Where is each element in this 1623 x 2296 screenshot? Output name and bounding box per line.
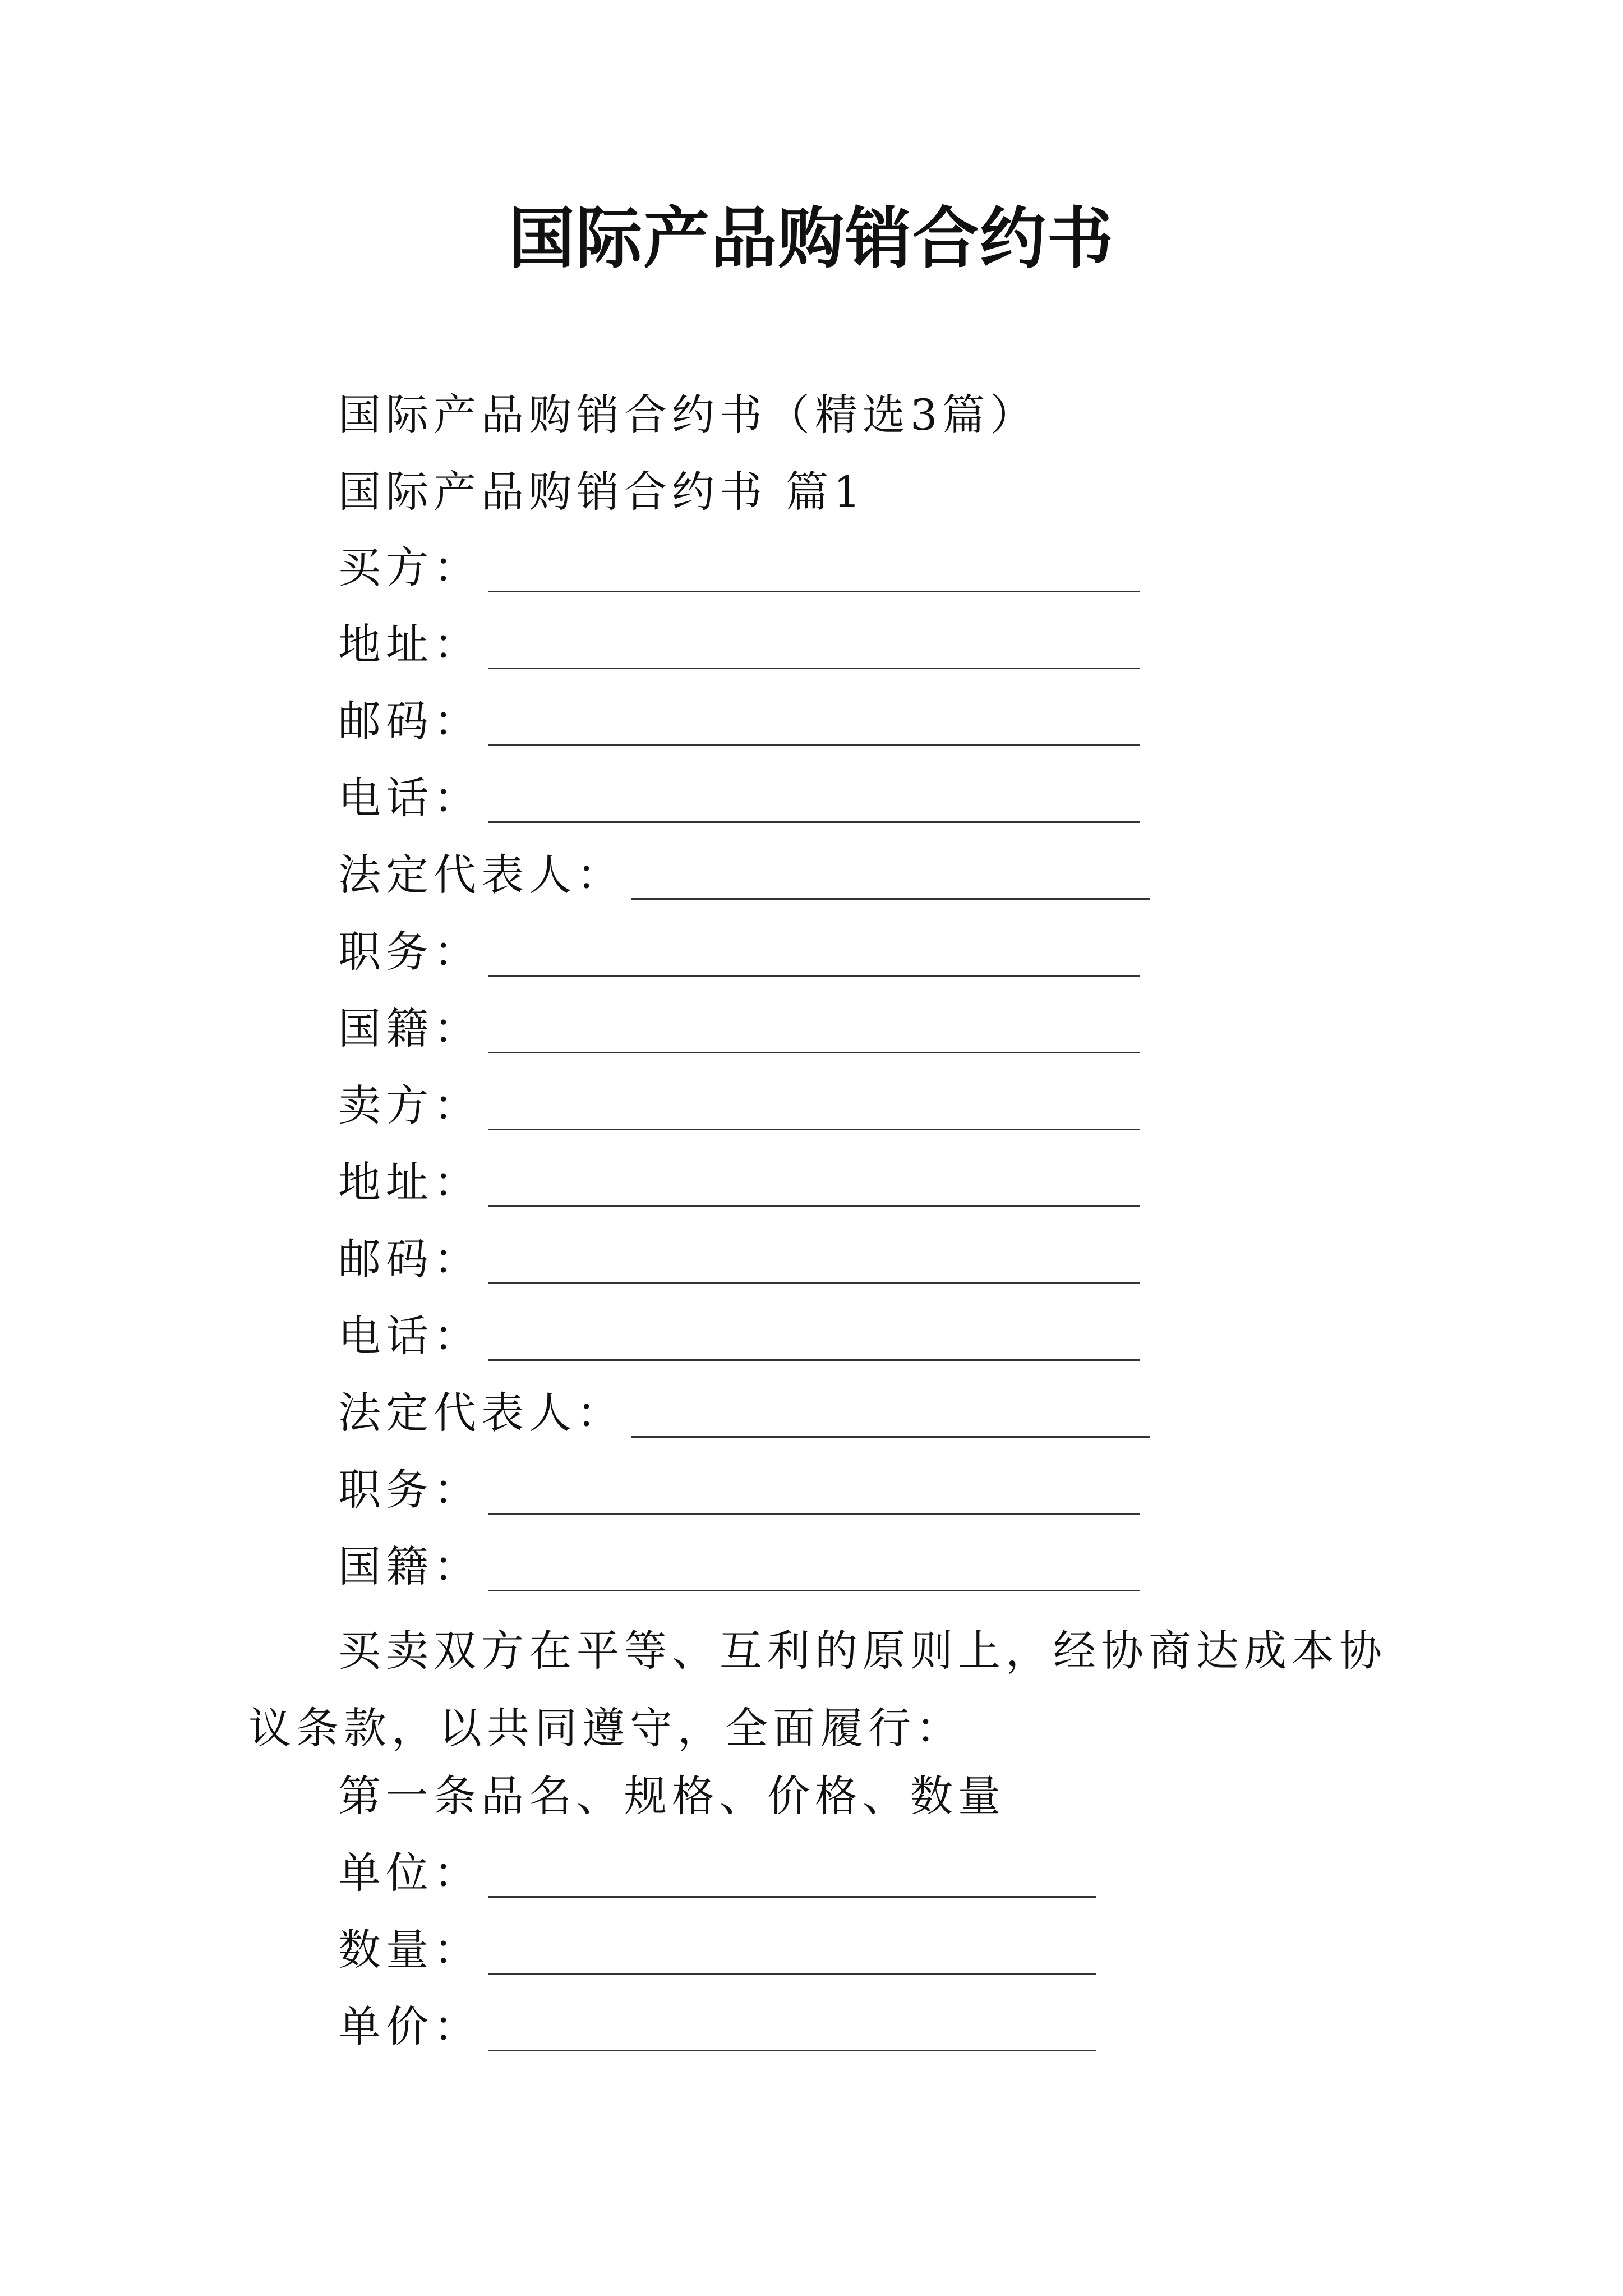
buyer-nationality-field[interactable] [338,1001,1140,1057]
seller-field[interactable] [338,1078,1140,1134]
seller-postcode-field[interactable] [338,1231,1140,1287]
buyer-address-blank[interactable] [488,624,1140,669]
quantity-label: 数量： [338,1925,481,1975]
buyer-legal-rep-label: 法定代表人： [338,850,624,900]
seller-position-field[interactable] [338,1462,1140,1518]
buyer-position-field[interactable] [338,924,1140,980]
seller-position-blank[interactable] [488,1469,1140,1515]
buyer-phone-label: 电话： [338,773,481,823]
buyer-address-label: 地址： [338,619,481,669]
seller-address-field[interactable] [338,1154,1140,1211]
buyer-position-label: 职务： [338,927,481,977]
buyer-postcode-label: 邮码： [338,696,481,746]
seller-nationality-blank[interactable] [488,1546,1140,1591]
document-subtitle: 国际产品购销合约书（精选3篇） [338,390,1038,440]
seller-nationality-label: 国籍： [338,1542,481,1591]
buyer-nationality-blank[interactable] [488,1008,1140,1053]
agreement-text: 买卖双方在平等、互利的原则上，经协商达成本协议条款，以共同遵守，全面履行： [248,1626,1387,1753]
seller-address-label: 地址： [338,1157,481,1207]
buyer-field[interactable] [338,540,1140,596]
buyer-phone-blank[interactable] [488,777,1140,823]
buyer-phone-field[interactable] [338,770,1140,826]
buyer-nationality-label: 国籍： [338,1004,481,1053]
seller-phone-blank[interactable] [488,1315,1140,1361]
article-one-heading: 第一条品名、规格、价格、数量 [338,1771,1006,1821]
seller-blank[interactable] [488,1085,1140,1130]
buyer-blank[interactable] [488,547,1140,592]
unit-price-field[interactable] [338,1999,1096,2055]
seller-phone-label: 电话： [338,1311,481,1361]
seller-legal-rep-label: 法定代表人： [338,1388,624,1438]
seller-nationality-field[interactable] [338,1539,1140,1595]
seller-position-label: 职务： [338,1465,481,1515]
unit-price-label: 单价： [338,2001,481,2051]
seller-postcode-label: 邮码： [338,1234,481,1284]
unit-blank[interactable] [488,1852,1096,1898]
seller-address-blank[interactable] [488,1162,1140,1207]
buyer-postcode-blank[interactable] [488,701,1140,746]
buyer-postcode-field[interactable] [338,693,1140,749]
quantity-blank[interactable] [488,1929,1096,1975]
buyer-label: 买方： [338,542,481,592]
seller-label: 卖方： [338,1080,481,1130]
buyer-legal-rep-field[interactable] [338,847,1150,903]
seller-legal-rep-blank[interactable] [631,1392,1150,1438]
section-heading: 国际产品购销合约书 篇1 [338,467,866,517]
unit-field[interactable] [338,1845,1096,1901]
seller-postcode-blank[interactable] [488,1239,1140,1284]
seller-legal-rep-field[interactable] [338,1385,1150,1441]
unit-price-blank[interactable] [488,2006,1096,2051]
seller-phone-field[interactable] [338,1308,1140,1364]
document-title: 国际产品购销合约书 [508,200,1114,277]
agreement-paragraph [248,1612,1393,1767]
buyer-address-field[interactable] [338,616,1140,673]
unit-label: 单位： [338,1848,481,1898]
buyer-position-blank[interactable] [488,931,1140,977]
buyer-legal-rep-blank[interactable] [631,854,1150,900]
quantity-field[interactable] [338,1922,1096,1978]
